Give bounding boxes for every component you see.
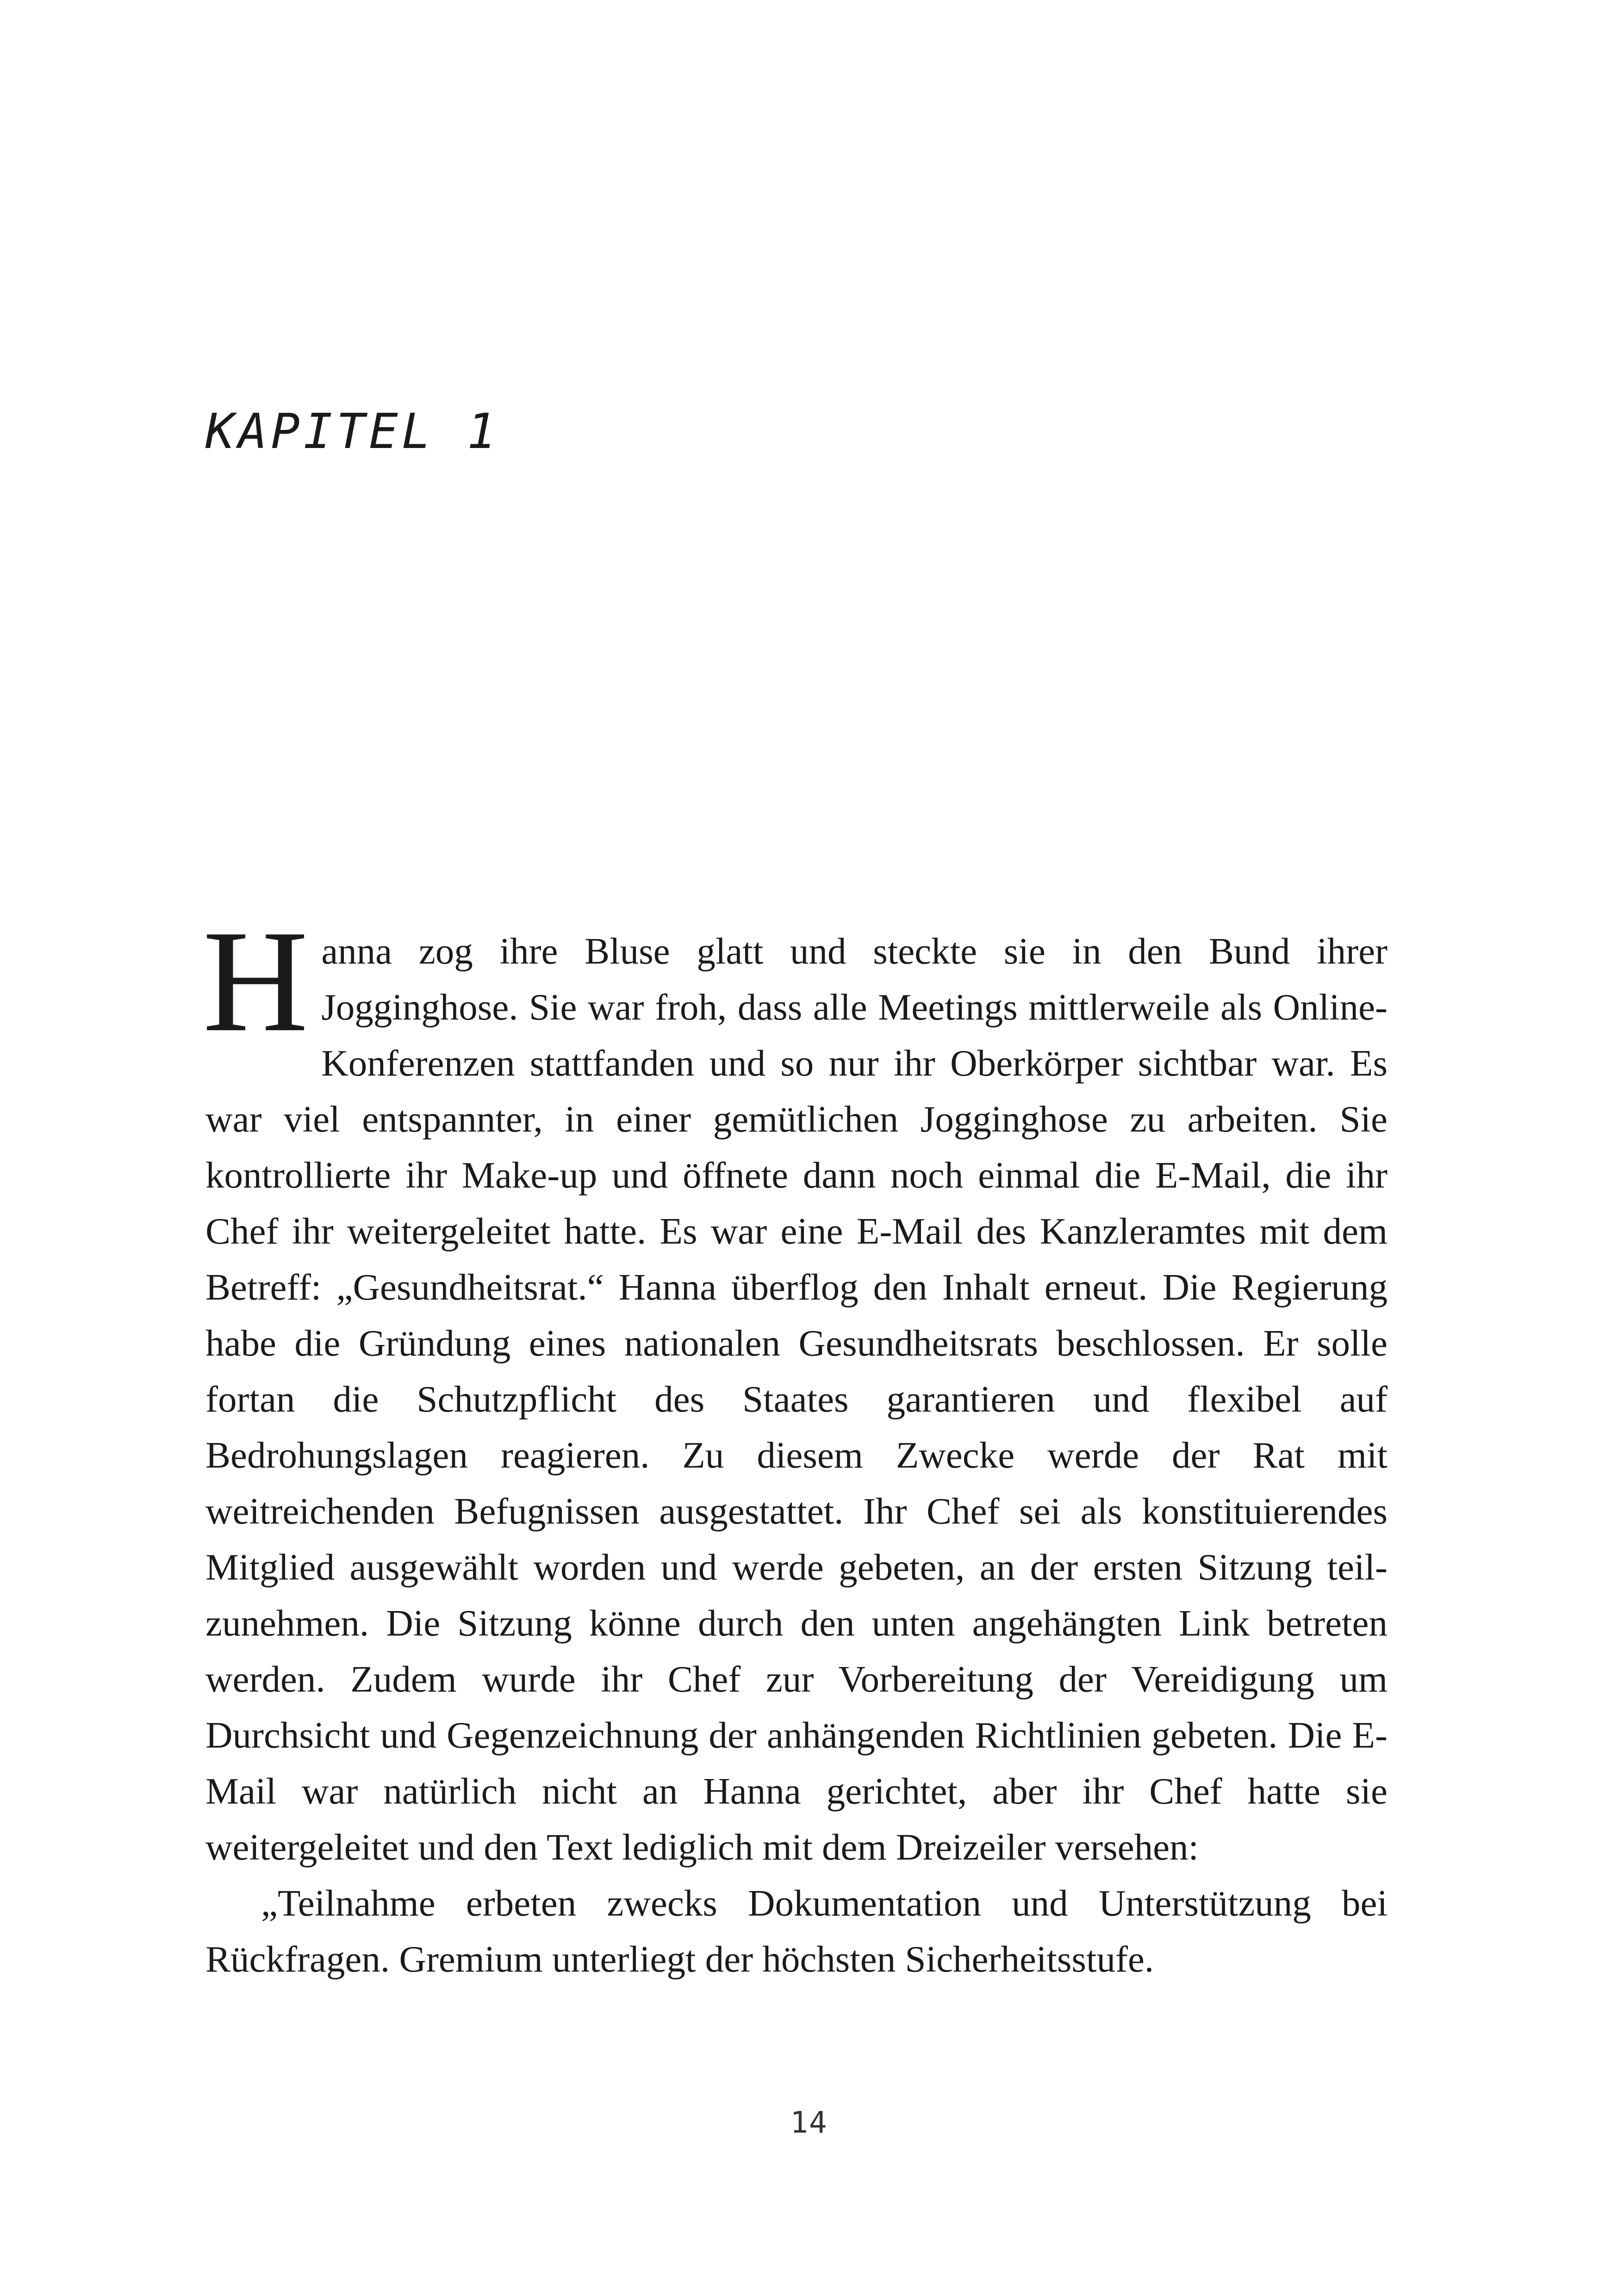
- body-text: [203, 900, 1388, 1987]
- drop-cap: H: [203, 900, 309, 1062]
- chapter-heading: KAPITEL 1: [205, 403, 500, 460]
- paragraph-second: „Teilnahme erbeten zwecks Dokumentation und Unterstützung bei Rückfragen. Gremium unterliegt der höchsten Sicherheitsstufe.: [205, 1882, 1388, 1980]
- paragraph-first: [203, 900, 1388, 1875]
- page-number: 14: [790, 2106, 828, 2140]
- paragraph-first-text: anna zog ihre Bluse glatt und steckte sie in den Bund ihrer Jogginghose. Sie war froh, dass alle Meetings mittlerweile als Online-Konferenzen stattfanden und so nur ihr Oberkörper sichtbar war. Es war viel entspannter, in einer gemütlichen Jogginghose zu arbeiten. Sie kontrollierte ihr Make-up und öffnete dann noch einmal die E-Mail, die ihr Chef ihr weitergeleitet hatte. Es war eine E-Mail des Kanzleramtes mit dem Betreff: „Gesundheitsrat.“ Hanna überflog den Inhalt erneut. Die Regierung habe die Gründung eines nationalen Gesundheitsrats beschlossen. Er solle fortan die Schutzpflicht des Staates garantieren und flexibel auf Bedrohungslagen reagieren. Zu diesem Zwecke werde der Rat mit weitreichenden Befugnissen ausgestattet. Ihr Chef sei als konstituierendes Mitglied ausgewählt worden und werde gebeten, an der ersten Sitzung teilzunehmen. Die Sitzung könne durch den unten angehängten Link betreten werden. Zudem wurde ihr Chef zur Vorbereitung der Vereidigung um Durchsicht und Gegenzeichnung der anhängenden Richtlinien gebeten. Die E-Mail war natürlich nicht an Hanna gerichtet, aber ihr Chef hatte sie weitergeleitet und den Text lediglich mit dem Dreizeiler versehen:: [205, 930, 1388, 1868]
